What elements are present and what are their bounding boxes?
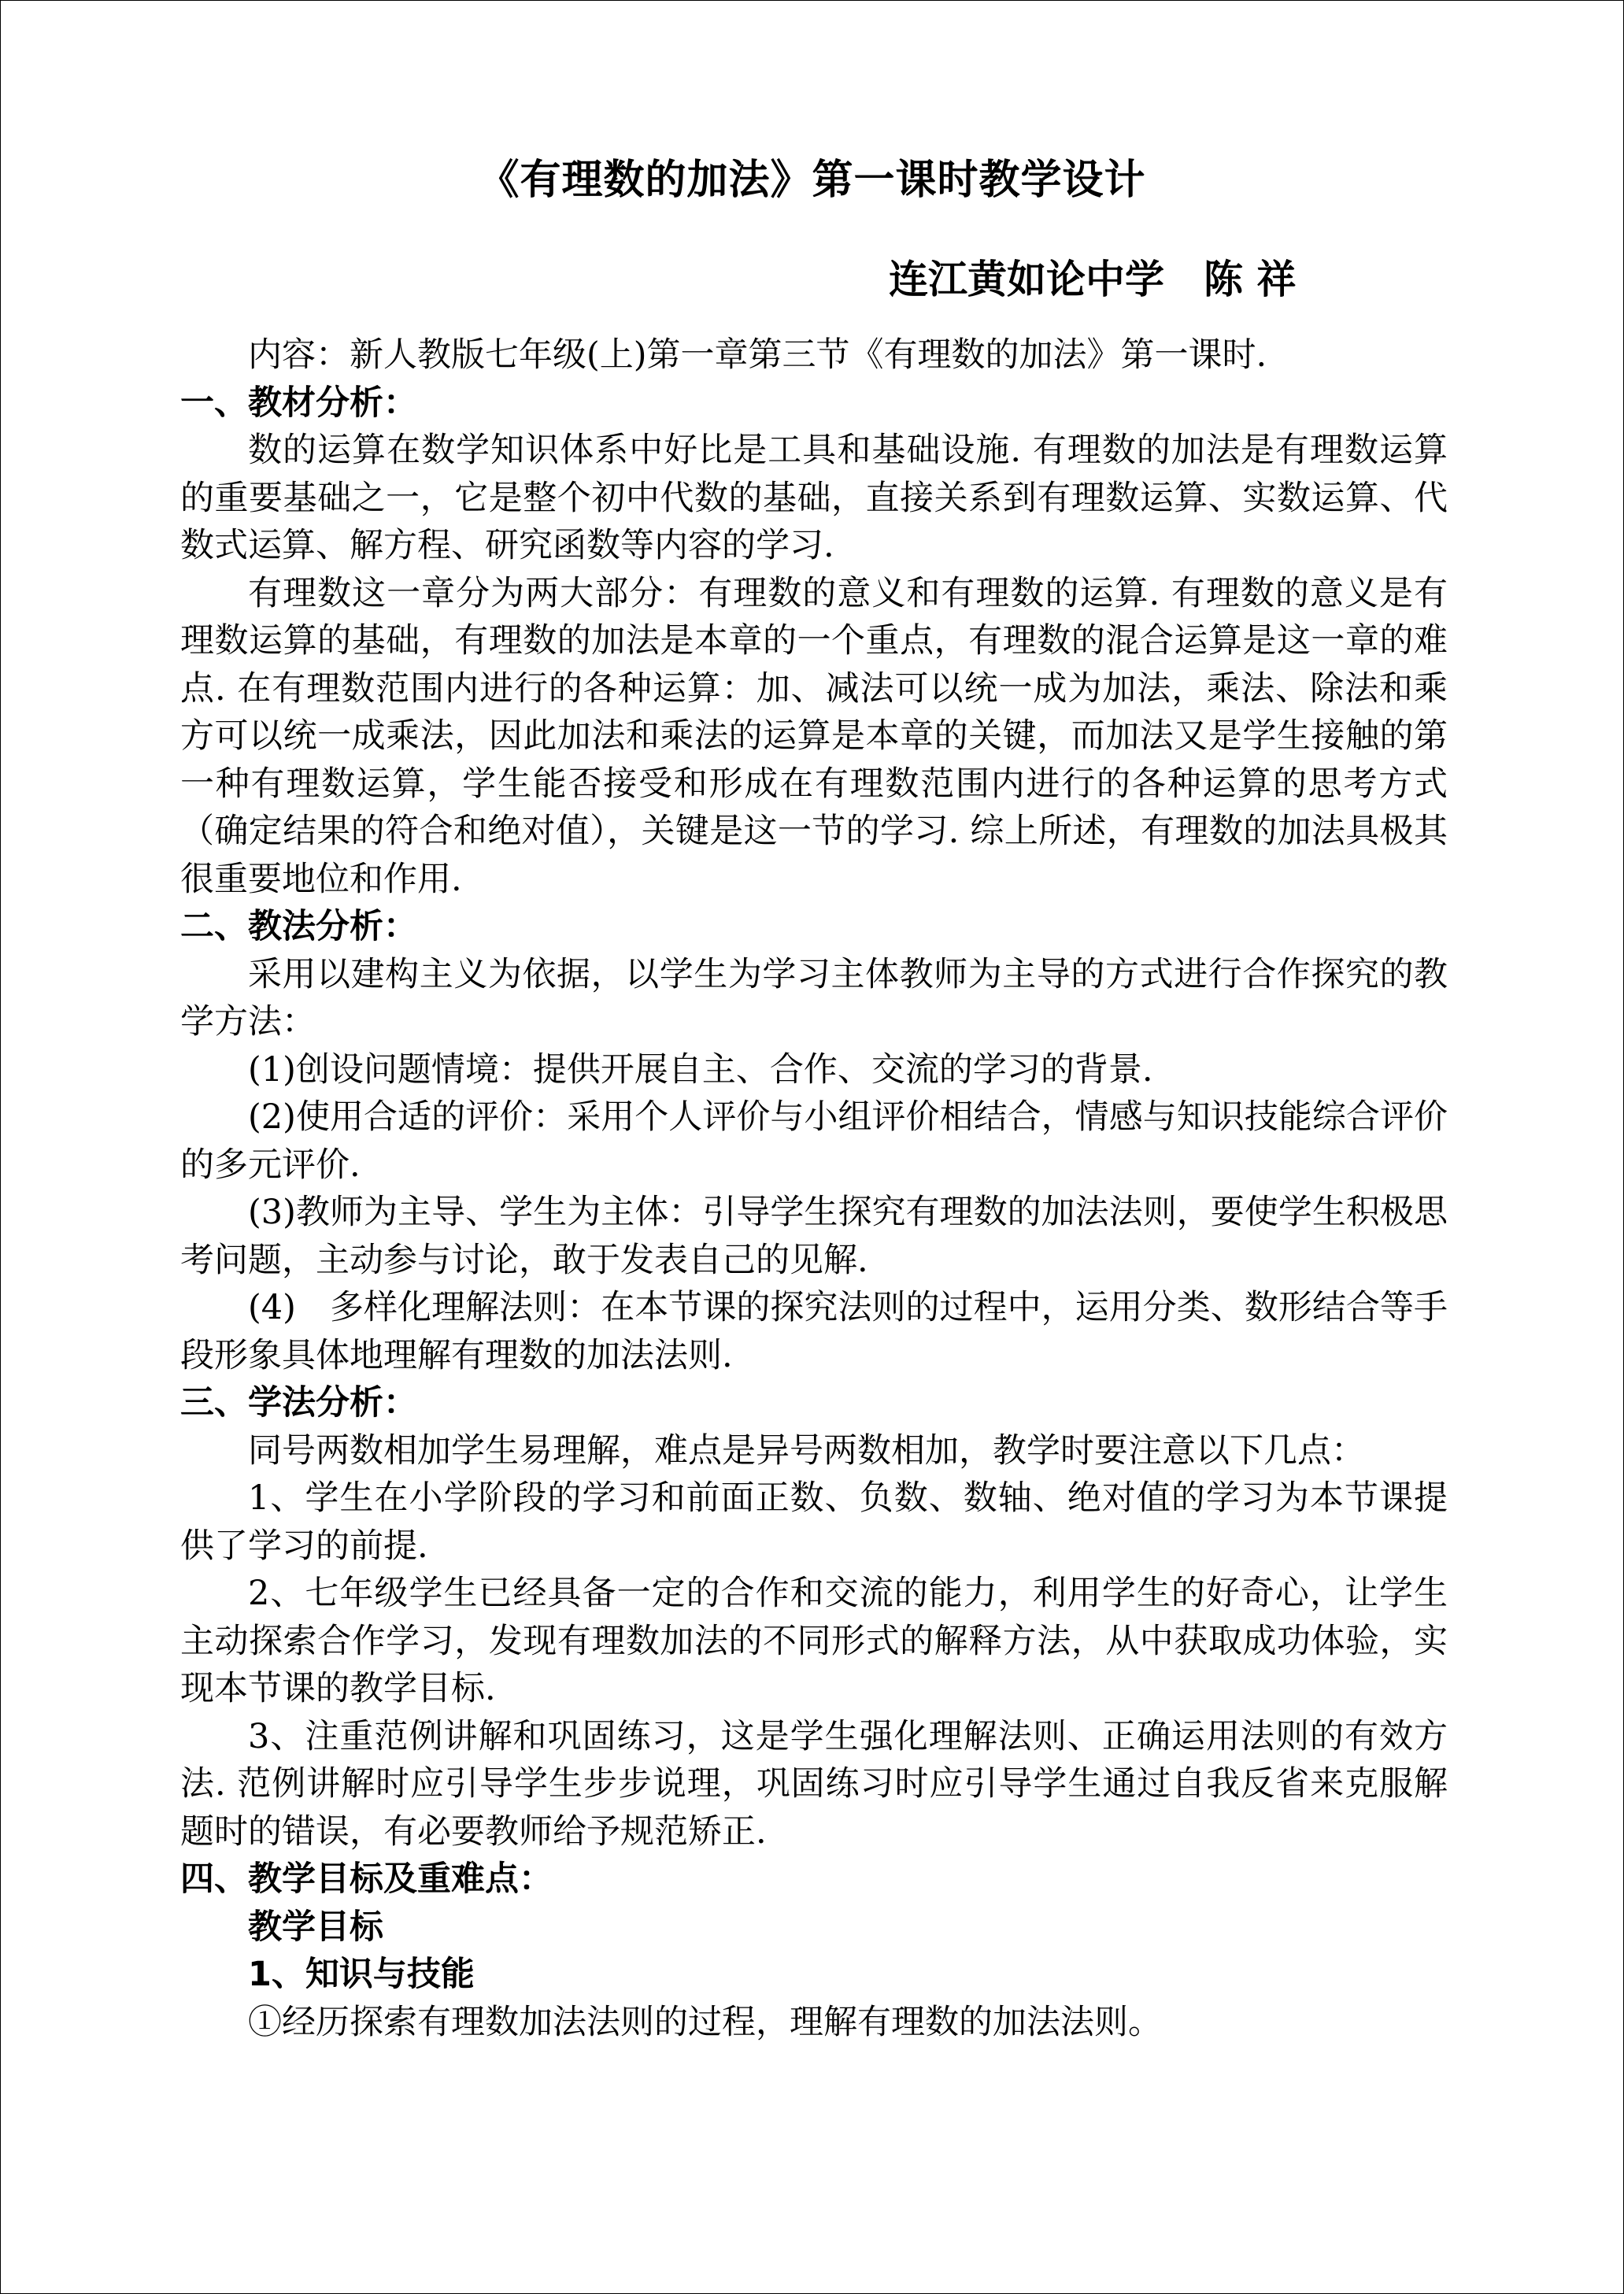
section-heading-teaching-method: 二、教法分析： [180,907,417,946]
document-title: 《有理数的加法》第一课时教学设计 [478,157,1146,204]
paragraph: 2、七年级学生已经具备一定的合作和交流的能力，利用学生的好奇心，让学生主动探索合作学习，发现有理数加法的不同形式的解释方法，从中获取成功体验，实现本节课的教学目标. [180,1574,1448,1708]
paragraph: 有理数这一章分为两大部分：有理数的意义和有理数的运算. 有理数的意义是有理数运算的基础，有理数的加法是本章的一个重点，有理数的混合运算是这一章的难点. 在有理数范围内进行的各种运算：加、减法可以统一成为加法，乘法、除法和乘方可以统一成乘法，因此加法和乘法的运算是本章的关键，而加法又是学生接触的第一种有理数运算，学生能否接受和形成在有理数范围内进行的各种运算的思考方式（确定结果的符合和绝对值），关键是这一节的学习. 综上所述，有理数的加法具极其很重要地位和作用. [180,573,1448,899]
paragraph: (1)创设问题情境：提供开展自主、合作、交流的学习的背景. [248,1049,1153,1090]
paragraph: 数的运算在数学知识体系中好比是工具和基础设施. 有理数的加法是有理数运算的重要基础之一，它是整个初中代数的基础，直接关系到有理数运算、实数运算、代数式运算、解方程、研究函数等内容的学习. [180,431,1448,565]
document-body [180,331,1448,2046]
paragraph: (3)教师为主导、学生为主体：引导学生探究有理数的加法法则，要使学生积极思考问题，主动参与讨论，敢于发表自己的见解. [180,1193,1448,1280]
content-line: 内容：新人教版七年级(上)第一章第三节《有理数的加法》第一课时. [248,335,1267,375]
section-heading-learning-method: 三、学法分析： [180,1383,417,1423]
subheading-teaching-objectives: 教学目标 [248,1907,383,1947]
paragraph: 3、注重范例讲解和巩固练习，这是学生强化理解法则、正确运用法则的有效方法. 范例讲解时应引导学生步步说理，巩固练习时应引导学生通过自我反省来克服解题时的错误，有必要教师给予规范矫正. [180,1716,1448,1852]
document-author: 连江黄如论中学 陈 祥 [889,257,1297,302]
paragraph: (2)使用合适的评价：采用个人评价与小组评价相结合，情感与知识技能综合评价的多元评价. [180,1097,1448,1185]
paragraph: 同号两数相加学生易理解，难点是异号两数相加，教学时要注意以下几点： [248,1430,1365,1471]
paragraph: 采用以建构主义为依据，以学生为学习主体教师为主导的方式进行合作探究的教学方法： [180,954,1448,1042]
section-heading-textbook-analysis: 一、教材分析： [180,383,417,423]
section-heading-objectives: 四、教学目标及重难点： [180,1859,553,1899]
paragraph: 1、学生在小学阶段的学习和前面正数、负数、数轴、绝对值的学习为本节课提供了学习的前提. [180,1478,1448,1566]
paragraph: (4) 多样化理解法则：在本节课的探究法则的过程中，运用分类、数形结合等手段形象具体地理解有理数的加法法则. [180,1288,1448,1375]
subheading-knowledge-skills: 1、知识与技能 [248,1955,475,1994]
paragraph: ①经历探索有理数加法法则的过程，理解有理数的加法法则。 [248,2002,1162,2042]
